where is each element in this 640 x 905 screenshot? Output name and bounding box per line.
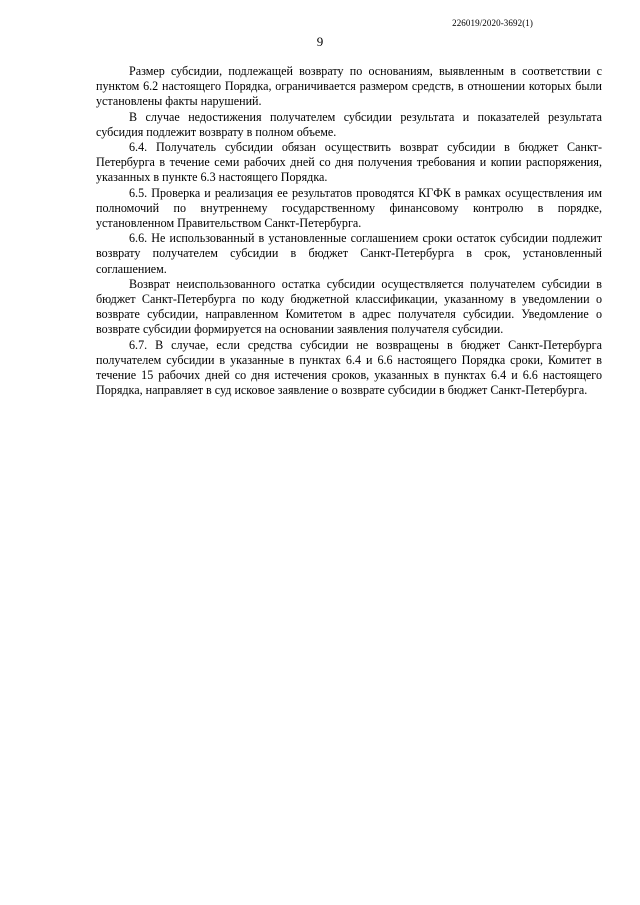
page-number: 9 xyxy=(316,34,324,49)
paragraph-6-4: 6.4. Получатель субсидии обязан осуществить возврат субсидии в бюджет Санкт-Петербурга в течение семи рабочих дней со дня получения требования и копии распоряжения, указанных в пункте 6.3 настоящего Порядка. xyxy=(96,140,602,185)
paragraph-6-5: 6.5. Проверка и реализация ее результатов проводятся КГФК в рамках осуществления им полномочий по внутреннему государственному финансовому контролю в порядке, установленном Правительством Санкт-Петербурга. xyxy=(96,185,602,231)
paragraph-full-refund: В случае недостижения получателем субсидии результата и показателей результата субсидия подлежит возврату в полном объеме. xyxy=(96,109,602,139)
paragraph-6-7: 6.7. В случае, если средства субсидии не возвращены в бюджет Санкт-Петербурга получателем субсидии в указанные в пунктах 6.4 и 6.6 настоящего Порядка сроки, Комитет в течение 15 рабочих дней со дня истечения сроков, указанных в пунктах 6.4 и 6.6 настоящего Порядка, направляет в суд исковое заявление о возврате субсидии в бюджет Санкт-Петербурга. xyxy=(96,337,602,398)
document-body xyxy=(96,64,602,398)
paragraph-6-6: 6.6. Не использованный в установленные соглашением сроки остаток субсидии подлежит возврату получателем субсидии в бюджет Санкт-Петербурга в срок, установленный соглашением. xyxy=(96,231,602,276)
paragraph-refund-amount: Размер субсидии, подлежащей возврату по основаниям, выявленным в соответствии с пунктом 6.2 настоящего Порядка, ограничивается размером средств, в отношении которых были установлены факты нарушений. xyxy=(96,64,602,109)
document-id: 226019/2020-3692(1) xyxy=(452,18,533,28)
paragraph-unused-balance: Возврат неиспользованного остатка субсидии осуществляется получателем субсидии в бюджет Санкт-Петербурга по коду бюджетной классификации, указанному в уведомлении о возврате субсидии, направленном Комитетом в адрес получателя субсидии. Уведомление о возврате субсидии формируется на основании заявления получателя субсидии. xyxy=(96,276,602,337)
